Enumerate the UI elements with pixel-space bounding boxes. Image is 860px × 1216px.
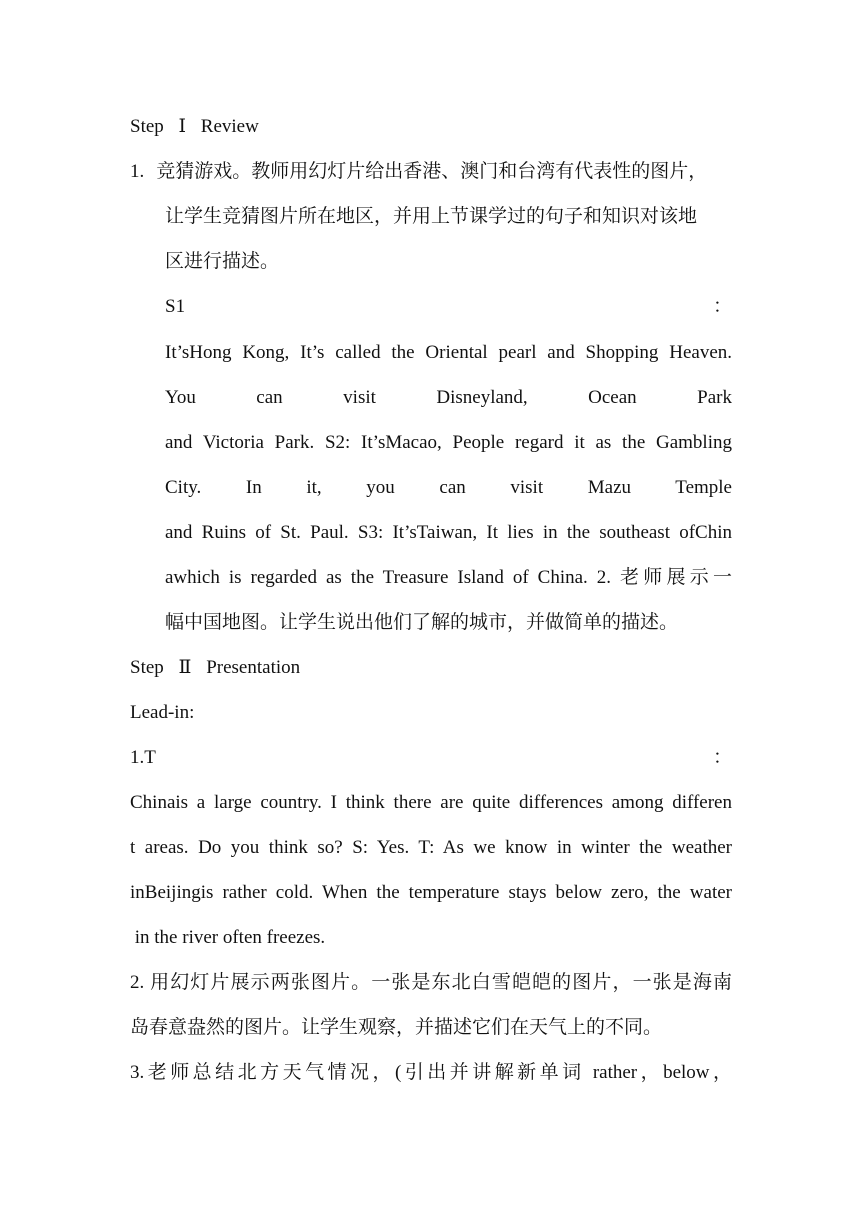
step-2-word: Step [130, 657, 164, 678]
step-2-heading [130, 653, 732, 683]
t1-line [130, 743, 732, 773]
item-1-number: 1. [130, 161, 145, 182]
body-2-line-3: inBeijingis rather cold. When the temperature stays below zero, the water [130, 882, 732, 903]
body-1-line-4: City. In it, you can visit Mazu Temple [165, 477, 732, 498]
body-1-line-2: You can visit Disneyland, Ocean Park [165, 387, 732, 408]
item-2-line-1: 2. 用幻灯片展示两张图片。一张是东北白雪皑皑的图片，一张是海南 [130, 972, 732, 993]
s1-line [165, 292, 732, 322]
step-1-numeral: Ⅰ [178, 116, 187, 137]
item-1-line-3: 区进行描述。 [165, 251, 280, 272]
s1-label: S1 [165, 296, 186, 317]
item-2-line-2: 岛春意盎然的图片。让学生观察，并描述它们在天气上的不同。 [130, 1017, 663, 1038]
body-2-line-4: in the river often freezes. [130, 927, 326, 948]
s1-colon: ： [712, 296, 732, 317]
t1-colon: ： [712, 747, 732, 768]
step-2-title: Presentation [206, 657, 301, 678]
body-2-line-1: Chinais a large country. I think there are quite differences among differen [130, 792, 732, 813]
step-2-numeral: Ⅱ [178, 657, 192, 678]
body-2-line-2: t areas. Do you think so? S: Yes. T: As we know in winter the weather [130, 837, 732, 858]
item-1-line-1 [130, 157, 732, 187]
body-1-line-1: It’sHong Kong, It’s called the Oriental pearl and Shopping Heaven. [165, 342, 732, 363]
body-1-line-3: and Victoria Park. S2: It’sMacao, People regard it as the Gambling [165, 432, 732, 453]
step-1-heading [130, 112, 732, 142]
body-1-line-6: awhich is regarded as the Treasure Island of China. 2. 老师展示一 [165, 567, 732, 588]
item-1-text-1: 竞猜游戏。教师用幻灯片给出香港、澳门和台湾有代表性的图片， [156, 161, 708, 182]
lead-in-label: Lead-in: [130, 702, 195, 723]
body-1-line-7: 幅中国地图。让学生说出他们了解的城市，并做简单的描述。 [165, 612, 679, 633]
item-3-line-1: 3.老师总结北方天气情况，(引出并讲解新单词 rather，below， [130, 1062, 732, 1083]
body-1-line-5: and Ruins of St. Paul. S3: It’sTaiwan, It lies in the southeast ofChin [165, 522, 732, 543]
step-1-word: Step [130, 116, 164, 137]
step-1-title: Review [200, 116, 259, 137]
t1-label: 1.T [130, 747, 156, 768]
item-1-line-2: 让学生竞猜图片所在地区，并用上节课学过的句子和知识对该地 [165, 206, 698, 227]
